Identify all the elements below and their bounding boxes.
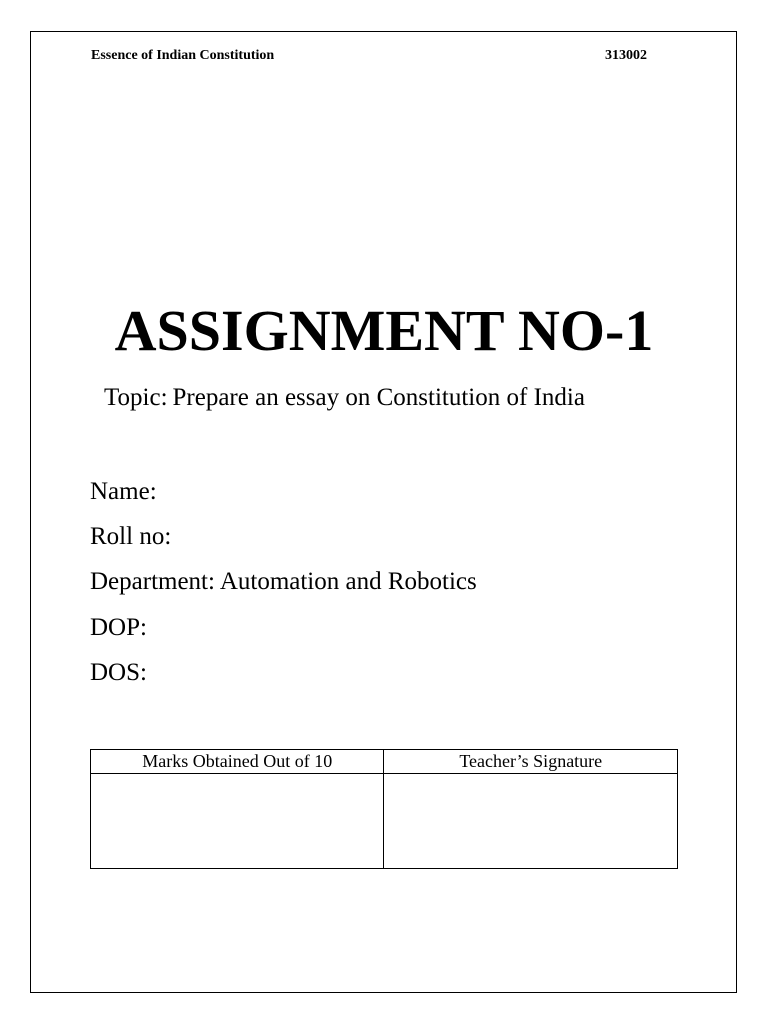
marks-table-header-row (91, 750, 678, 774)
roll-no-field: Roll no: (90, 523, 172, 550)
topic-label: Topic: (104, 384, 168, 411)
marks-obtained-cell (91, 774, 384, 869)
marks-table (90, 749, 678, 869)
teacher-signature-cell (384, 774, 678, 869)
assignment-title: ASSIGNMENT NO-1 (114, 298, 654, 363)
topic-value: Prepare an essay on Constitution of India (172, 384, 585, 411)
marks-table-row (91, 774, 678, 869)
name-field: Name: (90, 478, 157, 505)
teacher-signature-header: Teacher’s Signature (384, 750, 678, 774)
department-field: Department: Automation and Robotics (90, 568, 477, 595)
dop-field: DOP: (90, 614, 147, 641)
course-name: Essence of Indian Constitution (91, 48, 275, 63)
topic-line (104, 384, 585, 412)
dos-field: DOS: (90, 659, 147, 686)
marks-obtained-header: Marks Obtained Out of 10 (91, 750, 384, 774)
course-code: 313002 (605, 48, 647, 63)
